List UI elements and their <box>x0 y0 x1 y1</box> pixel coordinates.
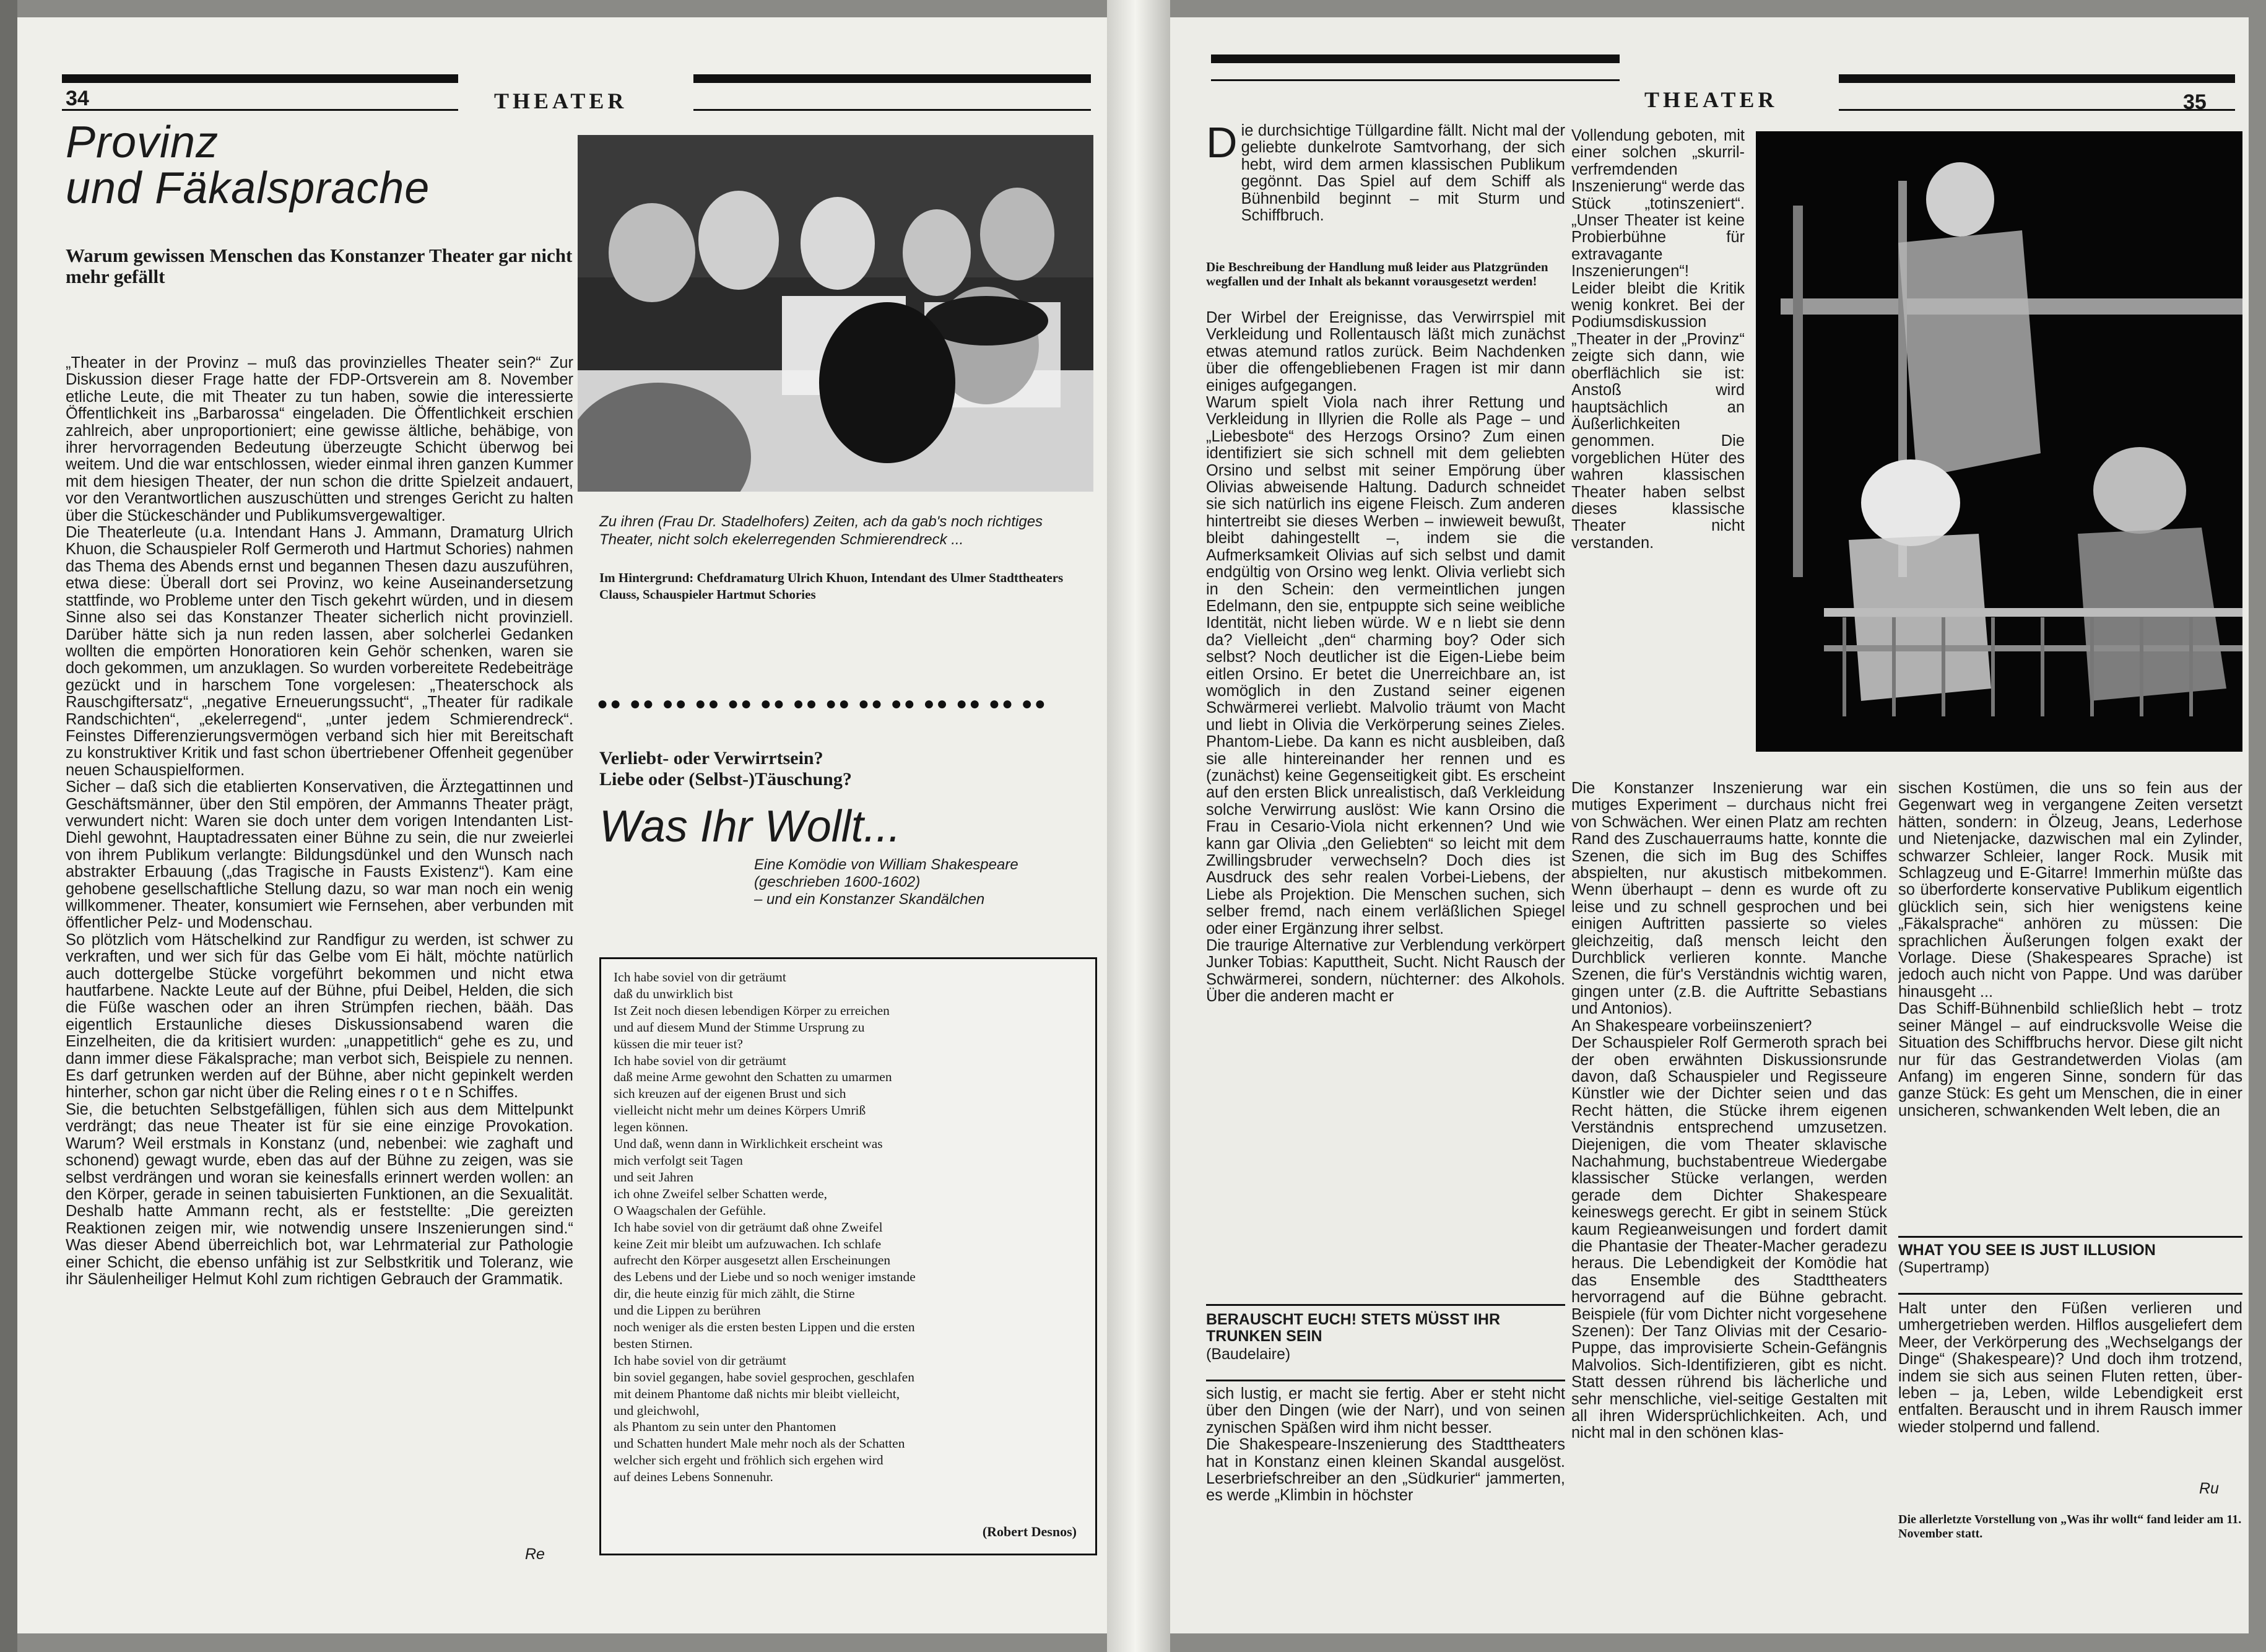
scan-edge <box>0 0 17 1652</box>
photo-credit: Im Hintergrund: Chefdramaturg Ulrich Khuon, Intendant des Ulmer Stadttheaters Clauss, Schauspieler Hartmut Schories <box>599 570 1064 602</box>
column-1-opening: ie durchsichtige Tüllgardine fällt. Nicht mal der geliebte dunkelrote Samtvorhang, der sich hebt, wird dem armen klassischen Publikum gegönnt. Das Spiel auf dem Schiff als Bühnenbild beginnt – mit Sturm und Schiffbruch. <box>1241 123 1565 225</box>
author-signature: Ru <box>2199 1480 2219 1497</box>
discussion-photo <box>578 135 1093 492</box>
play-byline: Eine Komödie von William Shakespeare (geschrieben 1600-1602) – und ein Konstanzer Skandälchen <box>754 856 1018 908</box>
box1-rule-top <box>1206 1304 1565 1306</box>
column-1-intro <box>1206 118 1565 225</box>
stage-photo-image <box>1756 131 2242 752</box>
column-2-top: Vollendung geboten, mit einer solchen „skurril-verfremdenden Inszenierung“ werde das Stück „totinszeniert“. „Unser Theater ist keine Probierbühne für extravagante Inszenierungen“! Leider bleibt die Kritik wenig konkret. Bei der Podiumsdiskussion „Theater in der „Provinz“ zeigte sich dann, wie oberflächlich sie ist: Anstoß wird hauptsächlich an Äußerlichkeiten genommen. Die vorgeblichen Hüter des wahren klassischen Theater haben selbst dieses klassische Theater nicht verstanden. <box>1571 128 1745 552</box>
photo-caption: Zu ihren (Frau Dr. Stadelhofers) Zeiten, ach da gab's noch richtiges Theater, nicht solch ekelerregenden Schmierendreck ... <box>599 513 1043 548</box>
drop-cap: D <box>1206 118 1238 167</box>
magazine-spine <box>1107 0 1170 1652</box>
column-1-tail: sich lustig, er macht sie fertig. Aber er steht nicht über den Dingen (wie der Narr), und von seinen zynischen Späßen wird ihm nicht besser. Die Shakespeare-Inszenierung des Stadttheaters hat in Konstanz einen kleinen Skandal ausgelöst. Leserbriefschreiber an den „Südkurier“ jammerten, es werde „Klimbin in höchster <box>1206 1386 1565 1505</box>
header-rule-left-thin <box>1211 79 1620 81</box>
box1-rule-bottom <box>1206 1380 1565 1381</box>
quote-box-2-heading: WHAT YOU SEE IS JUST ILLUSION <box>1898 1241 2156 1259</box>
column-2-body: Die Konstanzer Inszenierung war ein mutiges Experiment – durchaus nicht frei von Schwächen. Wer einen Platz am rechten Rand des Zuschauerraums hatte, konnte die Szenen, die sich im Bug des Schiffes abspielten, nur akustisch mitbekommen. Wenn überhaupt – denn es wurde oft zu leise und zu schnell gesprochen und bei einigen Auftritten passierte so vieles gleichzeitig, daß mensch leicht den Durchblick verlieren konnte. Manche Szenen, die für's Verständnis wichtig waren, gingen unter (z.B. die Auftritte Sebastians und Antonios). An Shakespeare vorbeiinszeniert? Der Schauspieler Rolf Germeroth sprach bei der oben erwähnten Diskussionsrunde davon, daß Schauspieler und Regisseure Künstler wie der Dichter seien und das Recht hätten, die Stücke ihrem eigenen Verständnis entsprechend umzusetzen. Diejenigen, die vom Theater sklavische Nachahmung, buchstabentreue Wiedergabe klassischer Stücke verlangen, werden gerade dem Dichter Shakespeare keineswegs gerecht. Er gibt in seinem Stück kaum Regieanweisungen und fordert damit die Phantasie der Theater-Macher geradezu heraus. Die Lebendigkeit der Komödie hat das Ensemble des Stadttheaters hervorragend auf die Bühne gebracht. Beispiele (für vom Dichter nicht vorgesehene Szenen): Der Tanz Olivias mit der Cesario-Puppe, das improvisierte Schein-Gefängnis Malvolios. Sich-Identifizieren, gibt es nicht. Statt dessen rührend bis lächerliche und sehr menschliche, viel-seitige Gestalten mit all ihren Widersprüchlichkeiten. Ach, und nicht mal in den schönen klas- <box>1571 780 1887 1442</box>
quote-box-2-source: (Supertramp) <box>1898 1259 1990 1276</box>
quote-box-source: (Baudelaire) <box>1206 1346 1291 1363</box>
article-body: „Theater in der Provinz – muß das provinzielles Theater sein?“ Zur Diskussion dieser Frage hatte der FDP-Ortsverein am 8. November etliche Leute, die mit Theater zu tun haben, sowie die interessierte Öffentlichkeit ins „Barbarossa“ eingeladen. Die Öffentlichkeit erschien zahlreich, aber unproportioniert; eine gewisse ältliche, behäbige, von ihrer hervorragenden Bedeutung überzeugte Schicht überwog bei weitem. Und die war entschlossen, wieder einmal ihren ganzen Kummer mit dem hiesigen Theater, der nun schon die dritte Spielzeit andauert, vor den Verantwortlichen auszuschütten und strenges Gericht zu halten über die Stückeschänder und Publikumsvergewaltiger. Die Theaterleute (u.a. Intendant Hans J. Ammann, Dramaturg Ulrich Khuon, die Schauspieler Rolf Germeroth und Hartmut Schories) nahmen das Thema des Abends ernst und begannen Thesen dazu auszuführen, etwa diese: Überall dort sei Provinz, wo keine Auseinandersetzung stattfinde, wo Probleme unter den Tisch gekehrt würden, und in diesem Sinne also sei das Konstanzer Theater sicherlich nicht provinziell. Darüber hätte sich ja nun reden lassen, aber solcherlei Gedanken wollten die empörten Honoratioren kein Gehör schenken, waren sie doch gekommen, um anzuklagen. So wurden vorbereitete Redebeiträge gezückt und in harschem Tone vorgelesen: „Theaterschock als Rauschgiftersatz“, „negative Erneuerungssucht“, „Theater für radikale Randschichten“, „ekelerregend“, „unter jedem Schmierendreck“. Feinstes Differenzierungsvermögen verband sich hier mit Bereitschaft zu konstruktiver Kritik und fast schon übertriebener Offenheit gegenüber neuen Schauspielformen. Sicher – daß sich die etablierten Konservativen, die Ärztegattinnen und Geschäftsmänner, über den Stil empören, der Ammanns Theater prägt, verwundert nicht: Waren sie doch unter dem vorigen Intendanten List-Diehl gewohnt, Hauptadressaten einer Bühne zu sein, die nur zweierlei von ihrem Publikum verlangte: Bildungsdünkel und den Wunsch nach abstrakter Erbauung („das Tragische in Fausts Existenz“). Kam eine gehobene gesellschaftliche Stellung dazu, so war man noch ein wenig willkommener. Theater, konsumiert wie Fernsehen, aber verbunden mit öffentlicher Pelz- und Modenschau. So plötzlich vom Hätschelkind zur Randfigur zu werden, ist schwer zu verkraften, und wer sich für das Gelbe vom Ei hält, möchte natürlich auch dottergelbe Stücke vorgeführt bekommen und nicht etwa hautfarbene. Nackte Leute auf der Bühne, pfui Deibel, Helden, die sich die Füße waschen oder an ihren Strümpfen riechen, bääh. Das eigentlich Erstaunliche dieses Diskussionsabend waren die Einzelheiten, die da kritisiert wurden: „unappetitlich“ gehe es zu, und dann immer diese Fäkalsprache; man verbot sich, Beispiele zu nennen. Es darf getrunken werden auf der Bühne, aber nicht gepinkelt werden hinterher, schon gar nicht über die Reling eines r o t e n Schiffes. Sie, die betuchten Selbstgefälligen, fühlen sich aus dem Mittelpunkt verdrängt; das neue Theater ist für sie eine einzige Provokation. Warum? Weil erstmals in Konstanz (und, nebenbei: wie zaghaft und schonend) gewagt wurde, eben das auf der Bühne zu zeigen, was sie selbst verdrängen und woran sie keinesfalls erinnert werden wollen: an den Körper, gerade in seinen tabuisierten Funktionen, an die Sexualität. Deshalb hatte Ammann recht, als er feststellte: „Die gereizten Reaktionen zeigen mir, wie notwendig unsere Inszenierungen sind.“ Was dieser Abend überreichlich bot, war Lehrmaterial zur Pathologie einer Schicht, die ebenso unfähig ist zur Selbstkritik und Toleranz, wie ihr Säulenheiliger Helmut Kohl zum richtigen Gebrauch der Grammatik. <box>66 355 573 1288</box>
quote-box-heading: BERAUSCHT EUCH! STETS MÜSST IHR TRUNKEN SEIN <box>1206 1311 1501 1345</box>
discussion-photo-image <box>578 135 1093 492</box>
poem-box <box>599 957 1097 1555</box>
author-signature: Re <box>525 1545 545 1563</box>
column-3-tail: Halt unter den Füßen verlieren und umhergetrieben werden. Hilflos ausgeliefert dem Meer, der Verkörperung des „Wechselgangs der Dinge“ (Shakespeare)? Und doch ihm trotzend, indem sie sich aus seinen Fluten retten, über-leben – ja, Leben, wilde Lebendigkeit erst entfalten. Berauscht und in ihrem Rausch immer wieder stolpernd und fallend. <box>1898 1300 2242 1436</box>
header-rule-right-thick <box>693 74 1091 83</box>
section-title: THEATER <box>1644 87 1778 112</box>
header-rule-left-thin <box>62 109 458 111</box>
stage-photo <box>1756 131 2242 752</box>
section-title: THEATER <box>494 89 628 113</box>
header-rule-left-thick <box>62 74 458 83</box>
header-rule-right-thin <box>1839 109 2235 111</box>
poem-author: (Robert Desnos) <box>982 1524 1077 1539</box>
header-rule-left-thick <box>1211 54 1620 63</box>
plot-note: Die Beschreibung der Handlung muß leider aus Platzgründen wegfallen und der Inhalt als bekannt vorausgesetzt werden! <box>1206 259 1548 289</box>
play-kicker: Verliebt- oder Verwirrtsein? Liebe oder (Selbst-)Täuschung? <box>599 748 852 789</box>
play-title: Was Ihr Wollt... <box>599 802 901 851</box>
poem-text: Ich habe soviel von dir geträumt daß du unwirklich bist Ist Zeit noch diesen lebendigen Körper zu erreichen und auf diesem Mund der Stimme Ursprung zu küssen die mir teuer ist? Ich habe soviel von dir geträumt daß meine Arme gewohnt den Schatten zu umarmen sich kreuzen auf der eigenen Brust und sich vielleicht nicht mehr um deines Körpers Umriß legen können. Und daß, wenn dann in Wirklichkeit erscheint was mich verfolgt seit Tagen und seit Jahren ich ohne Zweifel selber Schatten werde, O Waagschalen der Gefühle. Ich habe soviel von dir geträumt daß ohne Zweifel keine Zeit mir bleibt um aufzuwachen. Ich schlafe aufrecht den Körper ausgesetzt allen Erscheinungen des Lebens und der Liebe und so noch weniger imstande dir, die heute einzig für mich zählt, die Stirne und die Lippen zu berühren noch weniger als die ersten besten Lippen und die ersten besten Stirnen. Ich habe soviel von dir geträumt bin soviel gegangen, habe soviel gesprochen, geschlafen mit deinem Phantome daß nichts mir bleibt vielleicht, und gleichwohl, als Phantom zu sein unter den Phantomen und Schatten hundert Male mehr noch als der Schatten welcher sich ergeht und fröhlich sich ergehen wird auf deines Lebens Sonnenuhr. <box>614 970 916 1485</box>
header-rule-right-thin <box>693 109 1091 111</box>
box2-rule-bottom <box>1898 1293 2242 1295</box>
page-number: 35 <box>2183 90 2207 114</box>
article-headline: Provinz und Fäkalsprache <box>66 118 430 213</box>
article-subhead: Warum gewissen Menschen das Konstanzer Theater gar nicht mehr gefällt <box>66 245 573 287</box>
footnote: Die allerletzte Vorstellung von „Was ihr wollt“ fand leider am 11. November statt. <box>1898 1513 2242 1541</box>
right-page <box>1170 17 2249 1633</box>
dot-divider: ●● ●● ●● ●● ●● ●● ●● ●● ●● ●● ●● ●● ●● ●● <box>597 693 1048 714</box>
column-3-body: sischen Kostümen, die uns so fein aus der Gegenwart weg in vergangene Zeiten versetzt hätten, sondern: in Ölzeug, Jeans, Lederhose und Nietenjacke, dazwischen mal ein Zylinder, schwarzer Schleier, langer Rock. Musik mit Schlagzeug und E-Gitarre! Immerhin müßte das so überforderte konservative Publikum eigentlich glücklich sein, sich hier wenigstens keine „Fäkalsprache“ anhören zu müssen: Die sprachlichen Äußerungen folgen exakt der Vorlage. Diese (Shakespeares Sprache) ist jedoch auch nicht von Pappe. Und was darüber hinausgeht ... Das Schiff-Bühnenbild schließlich hebt – trotz seiner Mängel – auf eindrucksvolle Weise die Situation des Schiffbruchs hervor. Diese gilt nicht nur für das Gestrandetwerden Violas (am Anfang) im engeren Sinne, sondern für das ganze Stück: Es geht um Menschen, die in einer unsicheren, schwankenden Welt leben, die an <box>1898 780 2242 1119</box>
column-1-body: Der Wirbel der Ereignisse, das Verwirrspiel mit Verkleidung und Rollentausch läßt mich zunächst etwas atemund ratlos zurück. Beim Nachdenken über die offengebliebenen Fragen ist mir dann einiges aufgegangen. Warum spielt Viola nach ihrer Rettung und Verkleidung in Illyrien die Rolle als Page – und „Liebesbote“ des Herzogs Orsino? Zum einen identifiziert sie sich schnell mit dem geliebten Orsino und selbst mit seiner Empörung über Olivias abweisende Haltung. Dadurch schneidet sie sich natürlich ins eigene Fleisch. Zum anderen hintertreibt sie dieses Werben – inwieweit bewußt, bleibt dahingestellt –, indem sie die Aufmerksamkeit Olivias auf sich selbst und damit endgültig von Orsino weg lenkt. Olivia verliebt sich in den Schein: den vermeintlichen jungen Edelmann, den sie, entpuppte sich seine weibliche Identität, nicht lieben würde. W e n liebt sie denn da? Vielleicht „den“ charming boy? Oder sich selbst? Noch deutlicher ist die Eigen-Liebe beim eitlen Orsino. Er betet die Unerreichbare an, ist womöglich in den Zustand seiner eigenen Schwärmerei verliebt. Malvolio träumt von Macht und liebt in Olivia die Verkörperung seines Zieles. Phantom-Liebe. Da kann es nicht ausbleiben, daß sie alle hintereinander her rennen und es (zunächst) keine Gegenseitigkeit gibt. Es erscheint auf den ersten Blick unrealistisch, daß Verkleidung solche Verwirrung auslöst: Wie kann Orsino die Frau in Cesario-Viola nicht erkennen? Und wie kann gar Olivia „den Geliebten“ so leicht mit dem Zwillingsbruder verwechseln? Doch dies ist Ausdruck des sehr realen Vorbei-Liebens, der Liebe als Projektion. Die Menschen suchen, sich selber fremd, nach einem verläßlichen Spiegel oder einer Ergänzung ihrer selbst. Die traurige Alternative zur Verblendung verkörpert Junker Tobias: Kaputtheit, Sucht. Nicht Rausch der Schwärmerei, sondern, nüchterner: des Alkohols. Über die anderen macht er <box>1206 310 1565 1006</box>
page-number: 34 <box>66 87 89 110</box>
box2-rule-top <box>1898 1236 2242 1238</box>
left-page <box>17 17 1107 1633</box>
header-rule-right-thick <box>1839 74 2235 83</box>
